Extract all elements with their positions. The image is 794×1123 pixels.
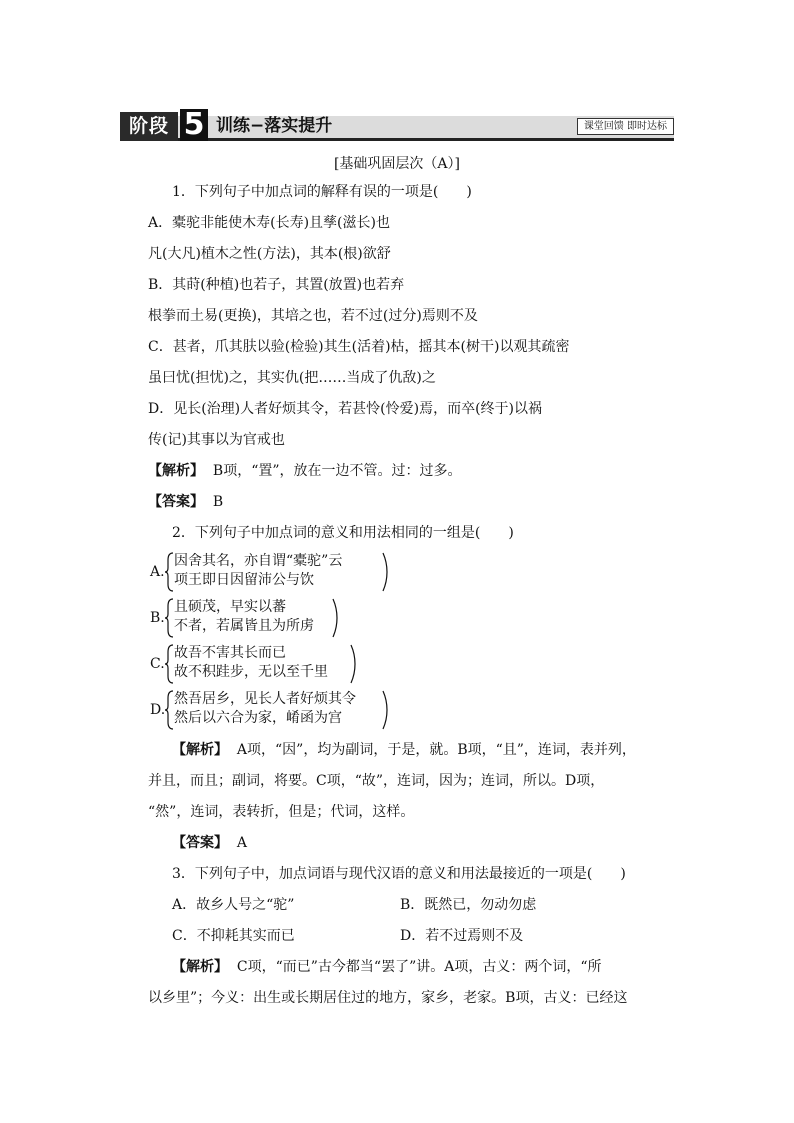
q1-option-c-cont: 虽曰忧(担忧)之，其实仇(把……当成了仇敌)之 [148, 370, 436, 386]
q2-analysis [172, 740, 636, 760]
q3-option-a: A．故乡人号之“驼” [172, 897, 295, 913]
q2-analysis-cont: “然”，连词，表转折，但是；代词，这样。 [148, 804, 415, 820]
q3-option-d: D．若不过焉则不及 [400, 928, 524, 944]
q1-option-a: A．橐驼非能使木寿(长寿)且孳(滋长)也 [148, 215, 390, 231]
q2-sentence-1: 然吾居乡，见长人者好烦其令 [174, 691, 356, 707]
banner-stage-number: 5 [180, 109, 208, 141]
banner-title: 训练−落实提升 [216, 116, 333, 136]
q2-answer [172, 833, 247, 853]
q1-answer-text: B [212, 494, 224, 510]
q3-analysis [172, 957, 602, 977]
answer-label: 【答案】 [172, 835, 228, 851]
q1-option-d-cont: 传(记)其事以为官戒也 [148, 432, 285, 448]
q2-sentence-1: 因舍其名，亦自谓“橐驼”云 [174, 553, 343, 569]
q1-option-b: B．其莳(种植)也若子，其置(放置)也若弃 [148, 277, 405, 293]
q2-sentence-2: 故不积跬步，无以至千里 [174, 664, 328, 680]
q3-option-b: B．既然已，勿动勿虑 [400, 897, 537, 913]
q2-answer-text: A [236, 835, 248, 851]
q2-group-label: A. [150, 564, 165, 580]
analysis-label: 【解析】 [172, 742, 228, 758]
analysis-label: 【解析】 [172, 959, 228, 975]
right-paren-icon [332, 598, 338, 638]
q1-option-c: C．甚者，爪其肤以验(检验)其生(活着)枯，摇其本(树干)以观其疏密 [148, 339, 570, 355]
q2-sentence-2: 然后以六合为家，崤函为宫 [174, 710, 342, 726]
q2-group-label: B. [150, 610, 165, 626]
banner-stage-label: 阶段 [120, 112, 178, 141]
left-brace-icon [165, 552, 174, 592]
level-heading: [基础巩固层次（A）] [333, 156, 461, 172]
q2-group-label: C. [150, 656, 165, 672]
right-paren-icon [350, 644, 356, 684]
q3-analysis-cont: 以乡里”；今义：出生或长期居住过的地方，家乡，老家。B项，古义：已经这 [148, 990, 628, 1006]
q2-analysis-text: A项，“因”，均为副词，于是，就。B项，“且”，连词，表并列， [236, 742, 636, 758]
q1-analysis [148, 461, 462, 481]
right-paren-icon [382, 552, 388, 592]
left-brace-icon [165, 598, 174, 638]
q2-group-label: D. [150, 702, 166, 718]
banner-tag: 课堂回馈 即时达标 [577, 118, 674, 135]
analysis-label: 【解析】 [148, 463, 204, 479]
q2-stem: 2．下列句子中加点词的意义和用法相同的一组是( ) [172, 525, 514, 541]
q3-option-c: C．不抑耗其实而已 [172, 928, 295, 944]
left-brace-icon [165, 644, 174, 684]
q1-option-a-cont: 凡(大凡)植木之性(方法)，其本(根)欲舒 [148, 246, 391, 262]
answer-label: 【答案】 [148, 494, 204, 510]
q2-sentence-2: 项王即日因留沛公与饮 [174, 572, 314, 588]
q1-stem: 1．下列句子中加点词的解释有误的一项是( ) [172, 184, 472, 200]
q3-stem: 3．下列句子中，加点词语与现代汉语的意义和用法最接近的一项是( ) [172, 866, 626, 882]
q3-analysis-text: C项，“而已”古今都当“罢了”讲。A项，古义：两个词，“所 [236, 959, 602, 975]
q2-sentence-1: 故吾不害其长而已 [174, 645, 286, 661]
section-banner [120, 107, 674, 142]
q1-option-b-cont: 根拳而土易(更换)，其培之也，若不过(过分)焉则不及 [148, 308, 478, 324]
q1-analysis-text: B项，“置”，放在一边不管。过：过多。 [212, 463, 462, 479]
q1-option-d: D．见长(治理)人者好烦其令，若甚怜(怜爱)焉，而卒(终于)以祸 [148, 401, 542, 417]
left-brace-icon [165, 690, 174, 730]
q2-analysis-cont: 并且，而且；副词，将要。C项，“故”，连词，因为；连词，所以。D项， [148, 773, 605, 789]
q1-answer [148, 492, 223, 512]
q2-sentence-2: 不者，若属皆且为所虏 [174, 618, 314, 634]
right-paren-icon [382, 690, 388, 730]
q2-sentence-1: 且硕茂，早实以蕃 [174, 599, 286, 615]
